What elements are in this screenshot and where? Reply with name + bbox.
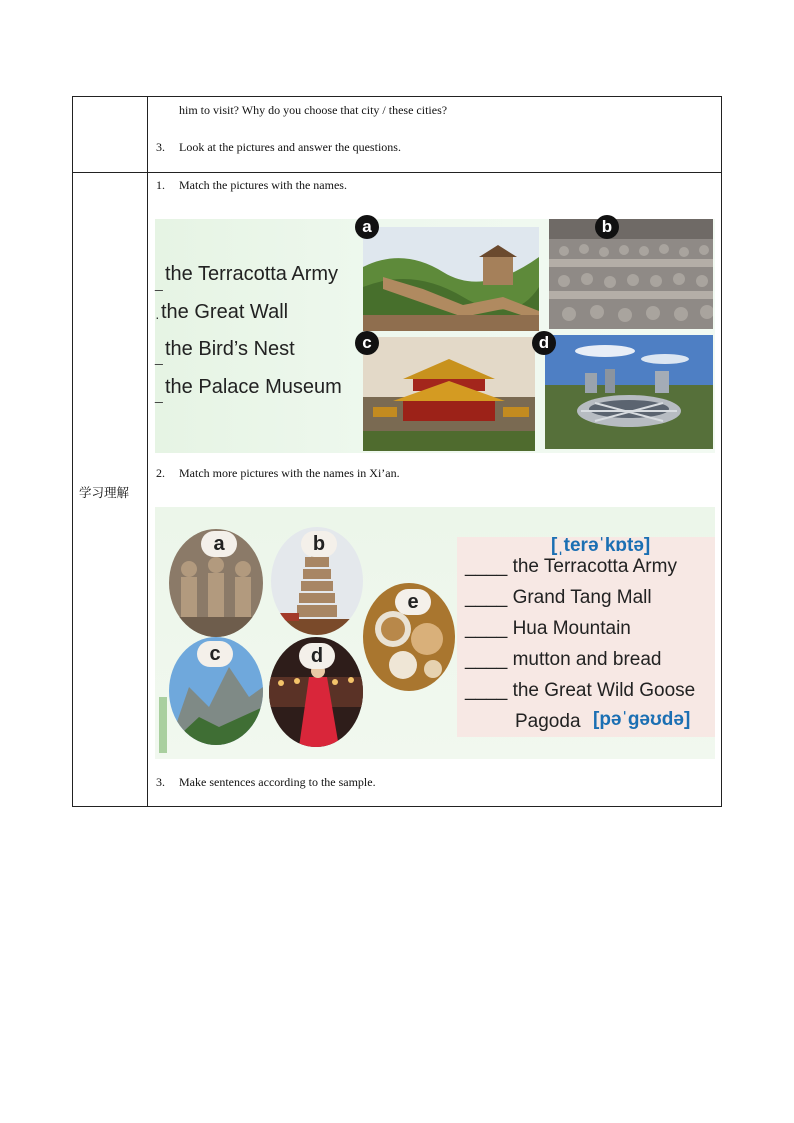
landmark-name-1: the Terracotta Army xyxy=(165,263,339,285)
xian-name-5: the Great Wild Goose xyxy=(512,680,696,701)
answer-blank-3[interactable]: ____ xyxy=(465,618,508,639)
answer-blank-5[interactable]: ____ xyxy=(465,680,508,701)
badge-d: d xyxy=(532,331,556,355)
green-accent-bar xyxy=(159,697,167,753)
xian-name-row-2 xyxy=(465,587,652,609)
circle-badge-e: e xyxy=(395,589,431,615)
q3-text: Make sentences according to the sample. xyxy=(179,775,376,789)
q2-text: Match more pictures with the names in Xi’an. xyxy=(179,466,400,480)
answer-blank-2[interactable]: ____ xyxy=(465,587,508,608)
xian-name-1: the Terracotta Army xyxy=(512,556,677,577)
row1-continued-question: him to visit? Why do you choose that city / these cities? xyxy=(179,103,448,117)
xian-names-box xyxy=(457,537,715,737)
landmark-name-3: the Bird’s Nest xyxy=(165,338,295,360)
landmarks-matching-image xyxy=(155,219,715,453)
section-label: 学习理解 xyxy=(79,485,130,500)
answer-blank-1[interactable]: ____ xyxy=(465,556,508,577)
landmark-name-2: the Great Wall xyxy=(161,301,289,323)
answer-blank-4[interactable]: ____ xyxy=(465,649,508,670)
xian-name-row-4 xyxy=(465,649,662,671)
palace-museum-photo xyxy=(363,337,535,451)
row-divider xyxy=(73,172,721,173)
xian-matching-image xyxy=(155,507,715,759)
xian-name-3: Hua Mountain xyxy=(512,618,631,639)
q1-number: 1. xyxy=(156,178,165,192)
row1-q3-text: Look at the pictures and answer the questions. xyxy=(179,140,401,154)
q1-text: Match the pictures with the names. xyxy=(179,178,347,192)
terracotta-army-photo xyxy=(549,219,713,329)
badge-a: a xyxy=(355,215,379,239)
lesson-table xyxy=(72,96,722,807)
xian-name-6: Pagoda xyxy=(515,711,581,732)
great-wall-photo xyxy=(363,227,539,331)
landmark-names-list: _ the Terracotta Army · the Great Wall _ the Bird’s Nest _ the Palace Museum xyxy=(155,263,342,403)
landmark-name-4: the Palace Museum xyxy=(165,376,342,398)
row1-q3-number: 3. xyxy=(156,140,165,154)
badge-b: b xyxy=(595,215,619,239)
q2-number: 2. xyxy=(156,466,165,480)
xian-name-2: Grand Tang Mall xyxy=(512,587,652,608)
xian-name-row-1 xyxy=(465,556,677,578)
ipa-pagoda: [pəˈɡəʊdə] xyxy=(593,709,691,730)
xian-name-4: mutton and bread xyxy=(512,649,662,670)
circle-badge-c: c xyxy=(197,641,233,667)
circle-badge-a: a xyxy=(201,531,237,557)
xian-name-row-5 xyxy=(465,680,695,702)
birds-nest-photo xyxy=(545,335,713,449)
q3-number: 3. xyxy=(156,775,165,789)
badge-c: c xyxy=(355,331,379,355)
circle-badge-b: b xyxy=(301,531,337,557)
column-divider xyxy=(147,97,148,806)
ipa-terracotta: [ˌterəˈkɒtə] xyxy=(551,535,651,556)
xian-name-row-3 xyxy=(465,618,631,640)
circle-badge-d: d xyxy=(299,643,335,669)
